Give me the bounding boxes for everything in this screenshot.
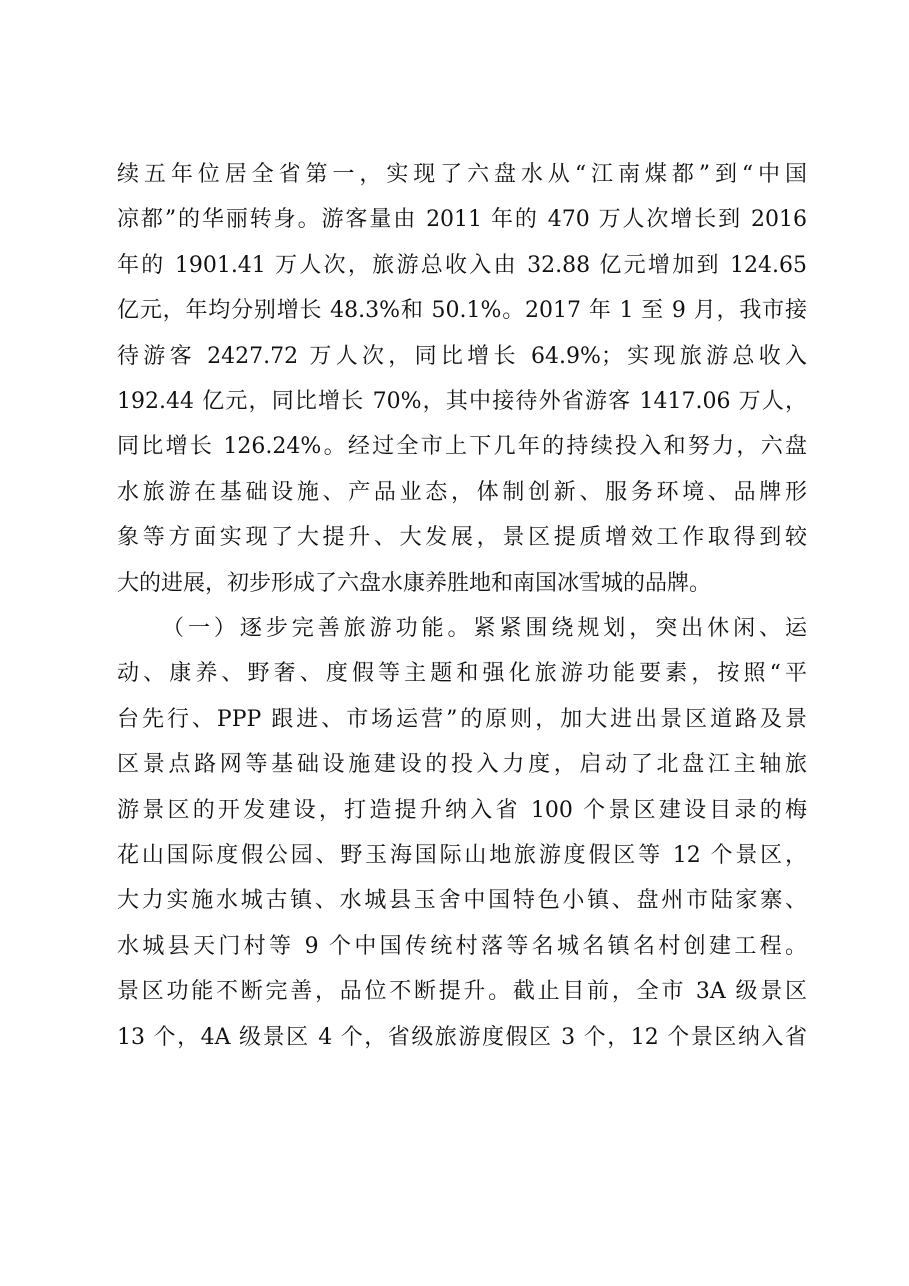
text-line: 13 个，4A 级景区 4 个，省级旅游度假区 3 个，12 个景区纳入省 (117, 1024, 807, 1050)
text-line: 区景点路网等基础设施建设的投入力度，启动了北盘江主轴旅 (117, 752, 807, 778)
text-line: 大的进展，初步形成了六盘水康养胜地和南国冰雪城的品牌。 (117, 570, 712, 596)
text-line: 续五年位居全省第一，实现了六盘水从“江南煤都”到“中国 (117, 162, 807, 187)
text-line: 同比增长 126.24%。经过全市上下几年的持续投入和努力，六盘 (117, 434, 807, 460)
text-line: 亿元，年均分别增长 48.3%和 50.1%。2017 年 1 至 9 月，我市接 (117, 298, 807, 324)
text-line: 水城县天门村等 9 个中国传统村落等名城名镇名村创建工程。 (117, 933, 807, 959)
text-line: 水旅游在基础设施、产品业态，体制创新、服务环境、品牌形 (117, 479, 807, 505)
text-line: 台先行、PPP 跟进、市场运营”的原则，加大进出景区道路及景 (117, 706, 807, 732)
text-line: 花山国际度假公园、野玉海国际山地旅游度假区等 12 个景区， (117, 843, 807, 868)
text-line: 象等方面实现了大提升、大发展，景区提质增效工作取得到较 (117, 525, 807, 551)
text-line: 大力实施水城古镇、水城县玉舍中国特色小镇、盘州市陆家寨、 (117, 888, 807, 914)
text-line: 192.44 亿元，同比增长 70%，其中接待外省游客 1417.06 万人， (117, 389, 807, 414)
text-line: （一）逐步完善旅游功能。紧紧围绕规划，突出休闲、运 (162, 616, 807, 641)
text-line: 动、康养、野奢、度假等主题和强化旅游功能要素，按照“平 (117, 661, 807, 687)
text-line: 年的 1901.41 万人次，旅游总收入由 32.88 亿元增加到 124.65 (117, 252, 807, 278)
text-line: 凉都”的华丽转身。游客量由 2011 年的 470 万人次增长到 2016 (117, 207, 807, 233)
text-line: 游景区的开发建设，打造提升纳入省 100 个景区建设目录的梅 (117, 797, 807, 823)
text-line: 景区功能不断完善，品位不断提升。截止目前，全市 3A 级景区 (117, 979, 807, 1005)
text-line: 待游客 2427.72 万人次，同比增长 64.9%；实现旅游总收入 (117, 343, 807, 369)
